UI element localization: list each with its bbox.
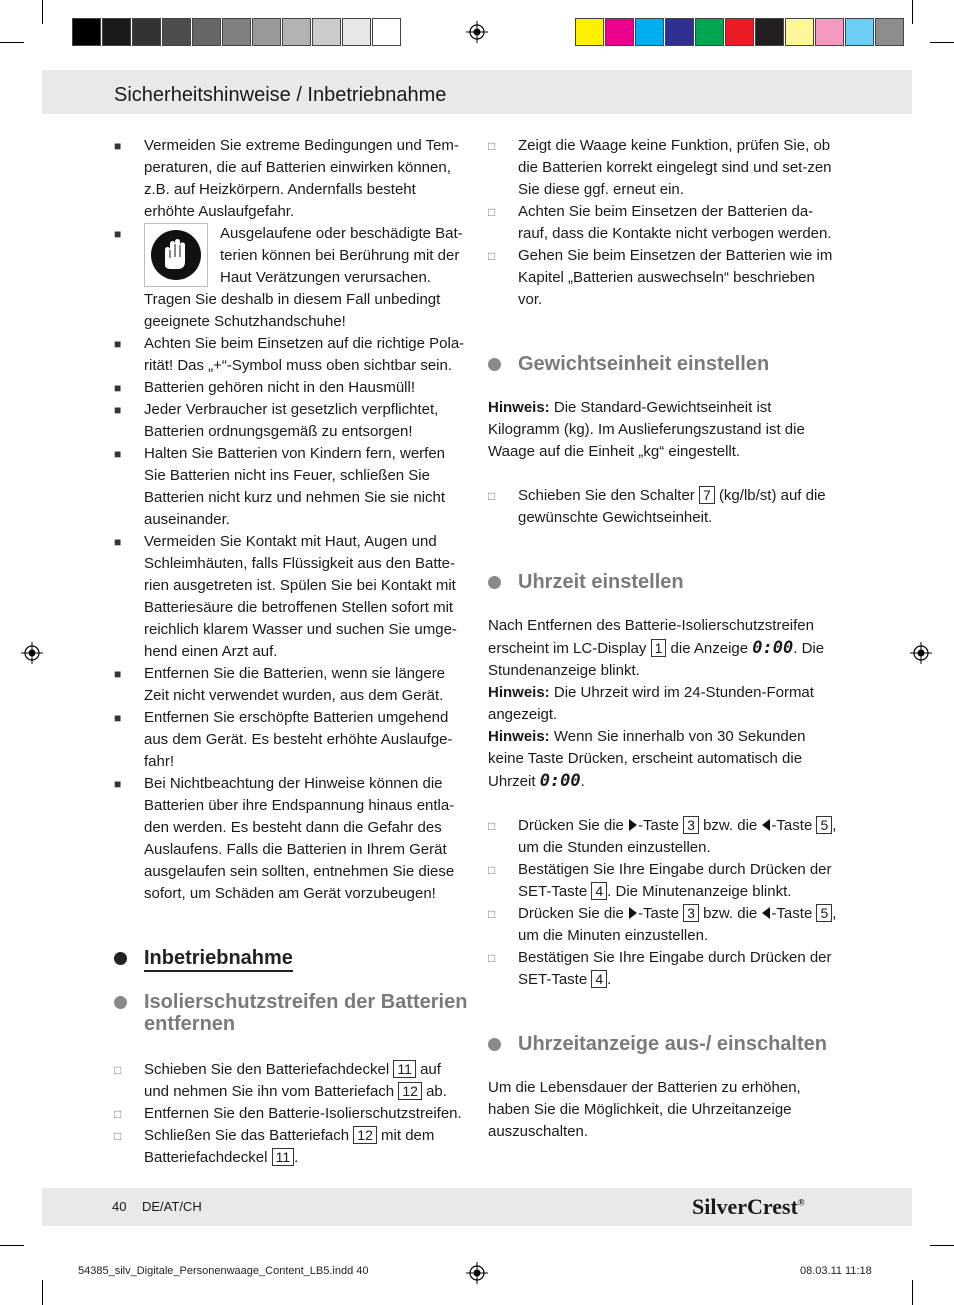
- checkbox-bullet-icon: □: [488, 863, 496, 877]
- crop-mark: [930, 1245, 954, 1246]
- crop-mark: [0, 42, 24, 43]
- date-slug: 08.03.11 11:18: [800, 1265, 872, 1277]
- checkbox-bullet-icon: □: [114, 1063, 122, 1077]
- color-swatch: [162, 18, 191, 46]
- ref-number: 11: [272, 1148, 295, 1166]
- color-swatch: [132, 18, 161, 46]
- checkbox-bullet-icon: □: [488, 205, 496, 219]
- square-bullet-icon: ■: [114, 337, 122, 351]
- color-swatch: [252, 18, 281, 46]
- color-swatch: [845, 18, 874, 46]
- process-color-bar: [575, 18, 905, 46]
- color-swatch: [222, 18, 251, 46]
- list-item: □ Drücken Sie die -Taste 3 bzw. die -Taste 5 , um die Stunden einzustellen.: [488, 817, 837, 856]
- crop-mark: [930, 42, 954, 43]
- checkbox-bullet-icon: □: [114, 1129, 122, 1143]
- ref-number: 7: [699, 486, 715, 504]
- section-heading-gewichtseinheit: Gewichtseinheit einstellen: [488, 353, 843, 375]
- color-swatch: [695, 18, 724, 46]
- color-swatch: [875, 18, 904, 46]
- list-item: □ Zeigt die Waage keine Funktion, prüfen Sie, ob die Batterien korrekt eingelegt sind und set-zen Sie diese ggf. erneut ein.: [488, 137, 832, 198]
- checkbox-bullet-icon: □: [114, 1107, 122, 1121]
- list-item: □ Bestätigen Sie Ihre Eingabe durch Drücken der SET-Taste 4 . Die Minutenanzeige blinkt.: [488, 861, 832, 900]
- ref-number: 1: [651, 639, 667, 657]
- crop-mark: [912, 0, 913, 24]
- color-swatch: [312, 18, 341, 46]
- color-swatch: [372, 18, 401, 46]
- left-arrow-icon: [762, 819, 770, 831]
- list-item: ■ Batterien gehören nicht in den Hausmüll!: [114, 377, 469, 399]
- ref-number: 4: [591, 970, 607, 988]
- list-item: ■ Jeder Verbraucher ist gesetzlich verpflichtet, Batterien ordnungsgemäß zu entsorgen!: [114, 401, 439, 440]
- bullet-dot-icon: [488, 358, 501, 371]
- square-bullet-icon: ■: [114, 535, 122, 549]
- crop-mark: [912, 1280, 913, 1305]
- list-item: ■ Vermeiden Sie Kontakt mit Haut, Augen und Schleimhäuten, falls Flüssigkeit aus den Batte-rien ausgetreten ist. Spülen Sie bei Kontakt mit Batteriesäure die betroffenen Stellen sofort mit reichlich klarem Wasser und suchen Sie umge-hend einen Arzt auf.: [114, 533, 457, 660]
- list-item: ■ Entfernen Sie erschöpfte Batterien umgehend aus dem Gerät. Es besteht erhöhte Auslaufge-fahr!: [114, 709, 453, 770]
- square-bullet-icon: ■: [114, 777, 122, 791]
- note-paragraph: Hinweis: Die Uhrzeit wird im 24-Stunden-Format angezeigt.: [488, 684, 814, 723]
- square-bullet-icon: ■: [114, 667, 122, 681]
- list-item: ■ Ausgelaufene oder beschädigte Bat-terien können bei Berührung mit der Haut Verätzungen verursachen. Tragen Sie deshalb in diesem Fall unbedingt geeignete Schutzhandschuhe!: [114, 225, 463, 330]
- region-label: DE/AT/CH: [142, 1199, 202, 1214]
- list-item: ■ Halten Sie Batterien von Kindern fern, werfen Sie Batterien nicht ins Feuer, schließen Sie Batterien nicht kurz und nehmen Sie sie nicht auseinander.: [114, 445, 446, 528]
- checkbox-bullet-icon: □: [488, 951, 496, 965]
- lcd-value: 0:00: [539, 771, 581, 791]
- paragraph: Um die Lebensdauer der Batterien zu erhöhen, haben Sie die Möglichkeit, die Uhrzeitanzeige auszuschalten.: [488, 1079, 801, 1140]
- registration-mark-icon: [466, 21, 488, 43]
- color-swatch: [575, 18, 604, 46]
- list-item: □ Entfernen Sie den Batterie-Isolierschutzstreifen.: [114, 1103, 469, 1125]
- color-swatch: [815, 18, 844, 46]
- square-bullet-icon: ■: [114, 381, 122, 395]
- square-bullet-icon: ■: [114, 447, 122, 461]
- checkbox-bullet-icon: □: [488, 819, 496, 833]
- section-heading-isolierschutz: Isolierschutzstreifen der Batterien entfernen: [114, 991, 469, 1035]
- crop-mark: [42, 1280, 43, 1305]
- list-item: □ Bestätigen Sie Ihre Eingabe durch Drücken der SET-Taste 4 .: [488, 949, 832, 988]
- color-swatch: [282, 18, 311, 46]
- ref-number: 5: [816, 816, 832, 834]
- ref-number: 12: [353, 1126, 377, 1144]
- square-bullet-icon: ■: [114, 711, 122, 725]
- crop-mark: [0, 1245, 24, 1246]
- page-header: [42, 70, 912, 114]
- protective-gloves-icon: [144, 223, 208, 287]
- square-bullet-icon: ■: [114, 139, 122, 153]
- list-item: □ Gehen Sie beim Einsetzen der Batterien wie im Kapitel „Batterien auswechseln“ beschrieben vor.: [488, 247, 833, 308]
- ref-number: 11: [393, 1060, 416, 1078]
- checkbox-bullet-icon: □: [488, 907, 496, 921]
- color-swatch: [605, 18, 634, 46]
- ref-number: 4: [591, 882, 607, 900]
- section-heading-uhrzeit: Uhrzeit einstellen: [488, 571, 843, 593]
- lcd-value: 0:00: [752, 638, 794, 658]
- left-arrow-icon: [762, 907, 770, 919]
- color-swatch: [102, 18, 131, 46]
- note-paragraph: Hinweis: Wenn Sie innerhalb von 30 Sekunden keine Taste Drücken, erscheint automatisch die Uhrzeit 0:00.: [488, 728, 806, 791]
- bullet-dot-icon: [488, 576, 501, 589]
- registration-mark-icon: [466, 1262, 488, 1284]
- color-swatch: [635, 18, 664, 46]
- ref-number: 5: [816, 904, 832, 922]
- registration-mark-icon: [910, 642, 932, 664]
- list-item: □ Schließen Sie das Batteriefach 12 mit dem Batteriefachdeckel 11 .: [114, 1127, 435, 1166]
- section-heading-uhrzeitanzeige: Uhrzeitanzeige aus-/ einschalten: [488, 1033, 843, 1055]
- color-swatch: [755, 18, 784, 46]
- square-bullet-icon: ■: [114, 227, 122, 241]
- square-bullet-icon: ■: [114, 403, 122, 417]
- right-column: [488, 135, 843, 1143]
- list-item: □ Schieben Sie den Schalter 7 (kg/lb/st) auf die gewünschte Gewichtseinheit.: [488, 487, 826, 526]
- list-item: ■ Entfernen Sie die Batterien, wenn sie längere Zeit nicht verwendet wurden, aus dem Gerät.: [114, 665, 446, 704]
- checkbox-bullet-icon: □: [488, 489, 496, 503]
- color-swatch: [72, 18, 101, 46]
- list-item: □ Drücken Sie die -Taste 3 bzw. die -Taste 5 , um die Minuten einzustellen.: [488, 905, 837, 944]
- list-item: ■ Vermeiden Sie extreme Bedingungen und Tem-peraturen, die auf Batterien einwirken können, z.B. auf Heizkörpern. Andernfalls besteht erhöhte Auslaufgefahr.: [114, 137, 459, 220]
- paragraph: Nach Entfernen des Batterie-Isolierschutzstreifen erscheint im LC-Display 1 die Anzeige 0:00. Die Stundenanzeige blinkt.: [488, 617, 825, 679]
- ref-number: 3: [683, 904, 699, 922]
- bullet-dot-icon: [114, 996, 127, 1009]
- color-swatch: [342, 18, 371, 46]
- section-heading-inbetriebnahme: Inbetriebnahme: [114, 947, 469, 969]
- registration-mark-icon: [21, 642, 43, 664]
- silvercrest-logo: SilverCrest®: [692, 1194, 805, 1219]
- greyscale-color-bar: [72, 18, 402, 46]
- right-arrow-icon: [629, 907, 637, 919]
- list-item: □ Achten Sie beim Einsetzen der Batterien da-rauf, dass die Kontakte nicht verbogen werden.: [488, 203, 832, 242]
- color-swatch: [785, 18, 814, 46]
- bullet-dot-icon: [114, 952, 127, 965]
- crop-mark: [42, 0, 43, 24]
- bullet-dot-icon: [488, 1038, 501, 1051]
- checkbox-bullet-icon: □: [488, 139, 496, 153]
- page-number: 40: [112, 1199, 127, 1214]
- page-footer: [42, 1188, 912, 1226]
- ref-number: 3: [683, 816, 699, 834]
- right-arrow-icon: [629, 819, 637, 831]
- ref-number: 12: [398, 1082, 422, 1100]
- color-swatch: [725, 18, 754, 46]
- file-slug: 54385_silv_Digitale_Personenwaage_Content_LB5.indd 40: [78, 1265, 369, 1277]
- left-column: [114, 135, 469, 1169]
- note-paragraph: Hinweis: Die Standard-Gewichtseinheit ist Kilogramm (kg). Im Auslieferungszustand ist die Waage auf die Einheit „kg“ eingestellt.: [488, 399, 805, 460]
- list-item: ■ Bei Nichtbeachtung der Hinweise können die Batterien über ihre Endspannung hinaus entla-den werden. Es besteht dann die Gefahr des Auslaufens. Falls die Batterien in Ihrem Gerät ausgelaufen sein sollten, entnehmen Sie diese sofort, um Schäden am Gerät vorzubeugen!: [114, 775, 455, 902]
- color-swatch: [192, 18, 221, 46]
- list-item: □ Schieben Sie den Batteriefachdeckel 11 auf und nehmen Sie ihn vom Batteriefach 12 ab.: [114, 1061, 447, 1100]
- list-item: ■ Achten Sie beim Einsetzen auf die richtige Pola-rität! Das „+“-Symbol muss oben sichtbar sein.: [114, 335, 465, 374]
- page-title: Sicherheitshinweise / Inbetriebnahme: [114, 84, 447, 106]
- checkbox-bullet-icon: □: [488, 249, 496, 263]
- color-swatch: [665, 18, 694, 46]
